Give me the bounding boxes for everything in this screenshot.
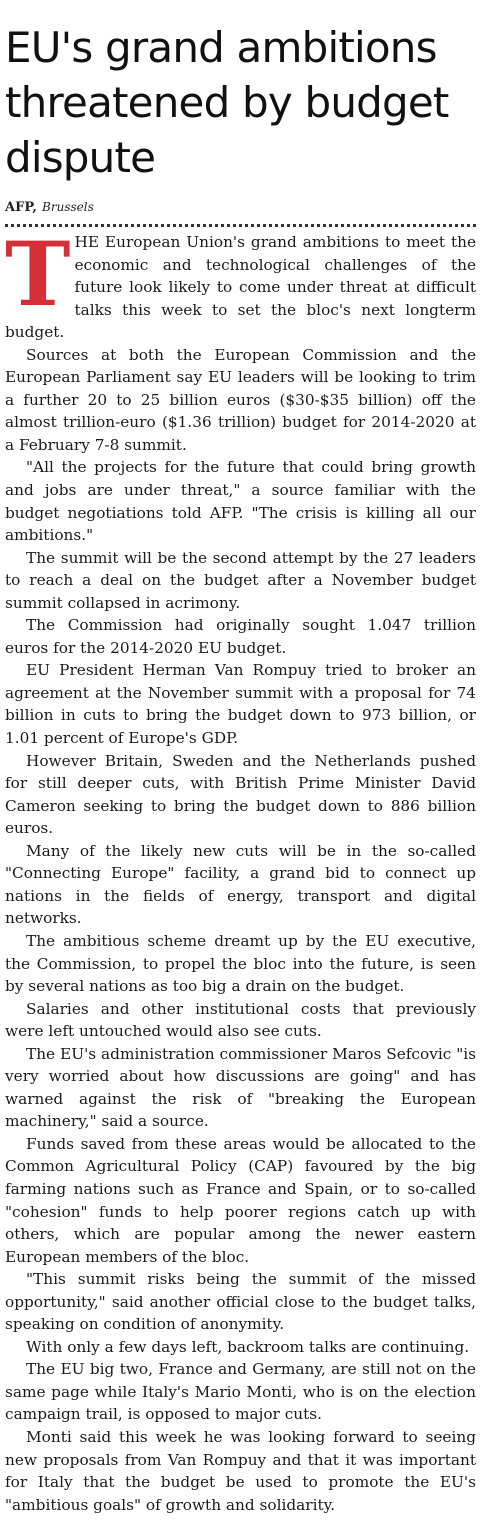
article-headline: EU's grand ambitions threatened by budget dispute bbox=[5, 23, 449, 182]
body-paragraph: The EU big two, France and Germany, are still not on the same page while Italy's Mario Monti, who is on the election campaign trail, is opposed to major cuts. bbox=[5, 1360, 476, 1424]
body-paragraph: Salaries and other institutional costs that previously were left untouched would also see cuts. bbox=[5, 999, 476, 1041]
drop-cap: T bbox=[5, 222, 71, 326]
body-paragraph: Sources at both the European Commission and the European Parliament say EU leaders will be looking to trim a further 20 to 25 billion euros ($30-$35 billion) off the almost trillion-euro ($1.36 trillion) budget for 2014-2020 at a February 7-8 summit. bbox=[5, 345, 476, 454]
body-paragraph: With only a few days left, backroom talks are continuing. bbox=[26, 1337, 470, 1356]
body-paragraph: However Britain, Sweden and the Netherlands pushed for still deeper cuts, with British Prime Minister David Cameron seeking to bring the budget down to 886 billion euros. bbox=[5, 751, 476, 838]
byline-place: Brussels bbox=[42, 200, 94, 214]
body-paragraph: Monti said this week he was looking forward to seeing new proposals from Van Rompuy and that it was important for Italy that the budget be used to promote the EU's "ambitious goals" of growth and solidarity. bbox=[5, 1427, 476, 1514]
body-paragraph: EU President Herman Van Rompuy tried to broker an agreement at the November summit with a proposal for 74 billion in cuts to bring the budget down to 973 billion, or 1.01 percent of Europe's GDP. bbox=[5, 661, 476, 748]
body-paragraph: The summit will be the second attempt by the 27 leaders to reach a deal on the budget after a November budget summit collapsed in acrimony. bbox=[5, 548, 476, 612]
byline bbox=[5, 196, 476, 216]
article bbox=[5, 0, 476, 1516]
body-paragraph: "All the projects for the future that could bring growth and jobs are under threat," a source familiar with the budget negotiations told AFP. "The crisis is killing all our ambitions." bbox=[5, 458, 476, 545]
body-paragraph: Many of the likely new cuts will be in the so-called "Connecting Europe" facility, a grand bid to connect up nations in the fields of energy, transport and digital networks. bbox=[5, 841, 476, 928]
body-paragraph: Funds saved from these areas would be allocated to the Common Agricultural Policy (CAP) favoured by the big farming nations such as France and Spain, or to so-called "cohesion" funds to help poorer regions catch up with others, which are popular among the newer eastern European members of the bloc. bbox=[5, 1134, 476, 1266]
byline-agency: AFP, bbox=[5, 200, 37, 215]
dotted-divider bbox=[5, 224, 476, 227]
lead-paragraph bbox=[5, 222, 476, 344]
body-paragraph: "This summit risks being the summit of the missed opportunity," said another official close to the budget talks, speaking on condition of anonymity. bbox=[5, 1270, 476, 1334]
body-paragraph: The Commission had originally sought 1.047 trillion euros for the 2014-2020 EU budget. bbox=[5, 616, 476, 657]
lead-paragraph-text: HE European Union's grand ambitions to meet the economic and technological challenges of the future look likely to come under threat at difficult talks this week to set the bloc's next longterm budget. bbox=[5, 233, 476, 342]
body-paragraph: The EU's administration commissioner Maros Sefcovic "is very worried about how discussions are going" and has warned against the risk of "breaking the European machinery," said a source. bbox=[5, 1044, 476, 1131]
article-body bbox=[5, 222, 476, 1516]
body-paragraph: The ambitious scheme dreamt up by the EU executive, the Commission, to propel the bloc into the future, is seen by several nations as too big a drain on the budget. bbox=[5, 931, 476, 996]
